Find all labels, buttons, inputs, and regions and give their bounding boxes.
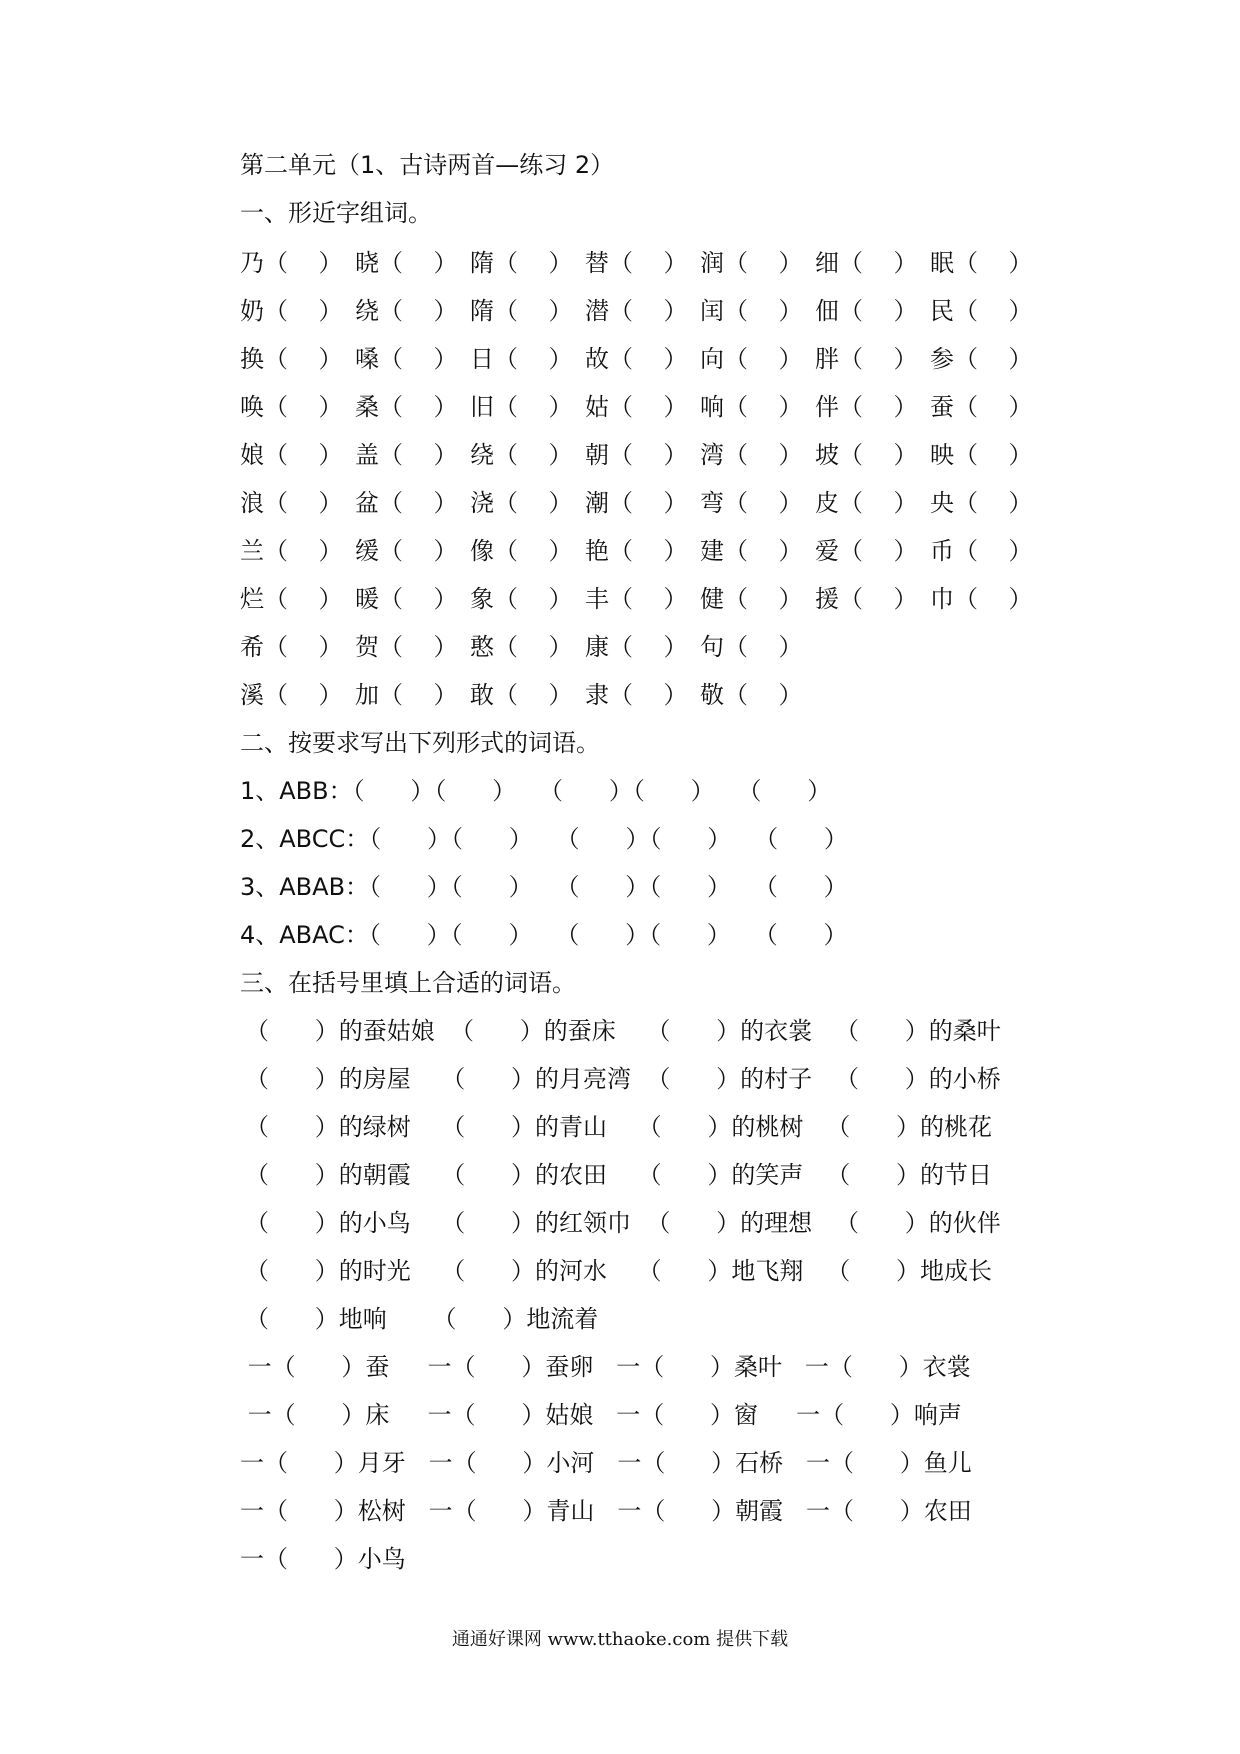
- answer-blank[interactable]: （ ）: [494, 393, 573, 421]
- answer-blank[interactable]: （ ）: [264, 249, 343, 277]
- answer-blank[interactable]: （ ）: [954, 297, 1033, 325]
- answer-blank[interactable]: （ ）: [609, 585, 688, 613]
- word-group-item: 隋: [470, 297, 494, 325]
- word-group-item: 浪: [240, 489, 264, 517]
- answer-blank[interactable]: （ ）: [839, 345, 918, 373]
- section-3-line: （ ）的朝霞 （ ）的农田 （ ）的笑声 （ ）的节日: [245, 1161, 993, 1189]
- word-group-item: 贺: [355, 633, 379, 661]
- answer-blank[interactable]: （ ）: [724, 297, 803, 325]
- word-group-item: 替: [585, 249, 609, 277]
- word-group-item: 溪: [240, 681, 264, 709]
- answer-blank[interactable]: （ ）: [379, 249, 458, 277]
- answer-blank[interactable]: （ ）: [379, 633, 458, 661]
- answer-blank[interactable]: （ ）: [839, 537, 918, 565]
- word-group-item: 康: [585, 633, 609, 661]
- answer-blank[interactable]: （ ）: [494, 633, 573, 661]
- word-group-row: [240, 632, 1040, 662]
- answer-blank[interactable]: （ ）: [724, 249, 803, 277]
- answer-blank[interactable]: （ ）: [839, 249, 918, 277]
- word-group-item: 隶: [585, 681, 609, 709]
- word-group-item: 爱: [815, 537, 839, 565]
- word-group-item: 暖: [355, 585, 379, 613]
- word-group-item: 援: [815, 585, 839, 613]
- word-group-item: 憨: [470, 633, 494, 661]
- answer-blank[interactable]: （ ）: [954, 537, 1033, 565]
- answer-blank[interactable]: （ ）: [839, 297, 918, 325]
- section-3-line: （ ）的小鸟 （ ）的红领巾 （ ）的理想 （ ）的伙伴: [245, 1209, 1001, 1237]
- answer-blank[interactable]: （ ）: [494, 681, 573, 709]
- answer-blank[interactable]: （ ）: [839, 489, 918, 517]
- word-group-item: 晓: [355, 249, 379, 277]
- answer-blank[interactable]: （ ）: [839, 441, 918, 469]
- word-group-item: 湾: [700, 441, 724, 469]
- measure-word-line: 一（ ）小鸟: [240, 1545, 406, 1573]
- word-group-row: [240, 344, 1040, 374]
- answer-blank[interactable]: （ ）: [609, 489, 688, 517]
- word-group-item: 日: [470, 345, 494, 373]
- answer-blank[interactable]: （ ）: [954, 345, 1033, 373]
- abb-row: 1、ABB：（ ）（ ） （ ）（ ） （ ）: [240, 777, 832, 805]
- word-group-item: 央: [930, 489, 954, 517]
- word-group-item: 润: [700, 249, 724, 277]
- answer-blank[interactable]: （ ）: [264, 537, 343, 565]
- measure-word-line: 一（ ）松树 一（ ）青山 一（ ）朝霞 一（ ）农田: [240, 1497, 972, 1525]
- answer-blank[interactable]: （ ）: [954, 489, 1033, 517]
- answer-blank[interactable]: （ ）: [609, 441, 688, 469]
- word-group-row: [240, 488, 1040, 518]
- word-group-item: 象: [470, 585, 494, 613]
- word-group-item: 旧: [470, 393, 494, 421]
- word-group-item: 巾: [930, 585, 954, 613]
- answer-blank[interactable]: （ ）: [724, 681, 803, 709]
- word-group-item: 映: [930, 441, 954, 469]
- answer-blank[interactable]: （ ）: [609, 345, 688, 373]
- word-group-item: 坡: [815, 441, 839, 469]
- word-group-item: 故: [585, 345, 609, 373]
- word-group-item: 币: [930, 537, 954, 565]
- word-group-item: 建: [700, 537, 724, 565]
- word-group-item: 艳: [585, 537, 609, 565]
- word-group-row: [240, 536, 1040, 566]
- word-group-item: 希: [240, 633, 264, 661]
- word-group-item: 响: [700, 393, 724, 421]
- answer-blank[interactable]: （ ）: [494, 441, 573, 469]
- answer-blank[interactable]: （ ）: [264, 585, 343, 613]
- word-group-row: [240, 680, 1040, 710]
- abac-row: 4、ABAC：（ ）（ ） （ ）（ ） （ ）: [240, 921, 848, 949]
- answer-blank[interactable]: （ ）: [724, 345, 803, 373]
- word-group-row: [240, 392, 1040, 422]
- measure-word-line: 一（ ）床 一（ ）姑娘 一（ ）窗 一（ ）响声: [240, 1401, 962, 1429]
- answer-blank[interactable]: （ ）: [494, 537, 573, 565]
- answer-blank[interactable]: （ ）: [264, 393, 343, 421]
- word-group-item: 健: [700, 585, 724, 613]
- word-group-item: 兰: [240, 537, 264, 565]
- answer-blank[interactable]: （ ）: [609, 633, 688, 661]
- answer-blank[interactable]: （ ）: [494, 297, 573, 325]
- section-3-line: （ ）的时光 （ ）的河水 （ ）地飞翔 （ ）地成长: [245, 1257, 993, 1285]
- footer-credit: 通通好课网 www.tthaoke.com 提供下载: [451, 1629, 789, 1650]
- answer-blank[interactable]: （ ）: [379, 441, 458, 469]
- word-group-item: 奶: [240, 297, 264, 325]
- section-3-heading: 三、在括号里填上合适的词语。: [240, 969, 576, 997]
- word-group-item: 潮: [585, 489, 609, 517]
- word-group-item: 隋: [470, 249, 494, 277]
- answer-blank[interactable]: （ ）: [724, 585, 803, 613]
- answer-blank[interactable]: （ ）: [839, 393, 918, 421]
- section-3-line: （ ）地响 （ ）地流着: [245, 1305, 599, 1333]
- answer-blank[interactable]: （ ）: [724, 537, 803, 565]
- word-group-item: 句: [700, 633, 724, 661]
- answer-blank[interactable]: （ ）: [264, 345, 343, 373]
- word-group-item: 绕: [355, 297, 379, 325]
- answer-blank[interactable]: （ ）: [494, 585, 573, 613]
- answer-blank[interactable]: （ ）: [954, 393, 1033, 421]
- word-group-item: 蚕: [930, 393, 954, 421]
- answer-blank[interactable]: （ ）: [264, 489, 343, 517]
- word-group-item: 娘: [240, 441, 264, 469]
- answer-blank[interactable]: （ ）: [494, 345, 573, 373]
- word-group-item: 向: [700, 345, 724, 373]
- page-title: 第二单元（1、古诗两首—练习 2）: [240, 151, 615, 179]
- word-group-item: 眠: [930, 249, 954, 277]
- word-group-item: 浇: [470, 489, 494, 517]
- word-group-item: 绕: [470, 441, 494, 469]
- answer-blank[interactable]: （ ）: [494, 489, 573, 517]
- measure-word-line: 一（ ）月牙 一（ ）小河 一（ ）石桥 一（ ）鱼儿: [240, 1449, 972, 1477]
- word-group-item: 像: [470, 537, 494, 565]
- answer-blank[interactable]: （ ）: [379, 681, 458, 709]
- measure-word-line: 一（ ）蚕 一（ ）蚕卵 一（ ）桑叶 一（ ）衣裳: [240, 1353, 971, 1381]
- answer-blank[interactable]: （ ）: [724, 633, 803, 661]
- answer-blank[interactable]: （ ）: [724, 441, 803, 469]
- word-group-item: 唤: [240, 393, 264, 421]
- answer-blank[interactable]: （ ）: [264, 681, 343, 709]
- answer-blank[interactable]: （ ）: [609, 537, 688, 565]
- answer-blank[interactable]: （ ）: [379, 297, 458, 325]
- word-group-item: 参: [930, 345, 954, 373]
- answer-blank[interactable]: （ ）: [379, 345, 458, 373]
- section-2-heading: 二、按要求写出下列形式的词语。: [240, 729, 600, 757]
- answer-blank[interactable]: （ ）: [379, 489, 458, 517]
- answer-blank[interactable]: （ ）: [609, 393, 688, 421]
- word-group-item: 盖: [355, 441, 379, 469]
- word-group-item: 烂: [240, 585, 264, 613]
- word-group-row: [240, 584, 1040, 614]
- answer-blank[interactable]: （ ）: [724, 393, 803, 421]
- answer-blank[interactable]: （ ）: [609, 681, 688, 709]
- word-group-item: 敬: [700, 681, 724, 709]
- word-group-item: 嗓: [355, 345, 379, 373]
- abab-row: 3、ABAB：（ ）（ ） （ ）（ ） （ ）: [240, 873, 848, 901]
- word-group-item: 加: [355, 681, 379, 709]
- answer-blank[interactable]: （ ）: [609, 249, 688, 277]
- word-group-item: 闰: [700, 297, 724, 325]
- word-group-item: 伴: [815, 393, 839, 421]
- word-group-item: 民: [930, 297, 954, 325]
- word-group-item: 胖: [815, 345, 839, 373]
- answer-blank[interactable]: （ ）: [724, 489, 803, 517]
- answer-blank[interactable]: （ ）: [379, 537, 458, 565]
- answer-blank[interactable]: （ ）: [379, 393, 458, 421]
- word-group-item: 潜: [585, 297, 609, 325]
- answer-blank[interactable]: （ ）: [954, 585, 1033, 613]
- abcc-row: 2、ABCC：（ ）（ ） （ ）（ ） （ ）: [240, 825, 848, 853]
- section-3-line: （ ）的蚕姑娘 （ ）的蚕床 （ ）的衣裳 （ ）的桑叶: [245, 1017, 1001, 1045]
- word-group-item: 乃: [240, 249, 264, 277]
- word-group-item: 佃: [815, 297, 839, 325]
- answer-blank[interactable]: （ ）: [264, 441, 343, 469]
- word-group-item: 盆: [355, 489, 379, 517]
- answer-blank[interactable]: （ ）: [609, 297, 688, 325]
- word-group-row: [240, 248, 1040, 278]
- word-group-item: 桑: [355, 393, 379, 421]
- word-group-item: 换: [240, 345, 264, 373]
- answer-blank[interactable]: （ ）: [379, 585, 458, 613]
- word-group-item: 细: [815, 249, 839, 277]
- section-1-heading: 一、形近字组词。: [240, 199, 432, 227]
- word-group-item: 弯: [700, 489, 724, 517]
- section-3-line: （ ）的绿树 （ ）的青山 （ ）的桃树 （ ）的桃花: [245, 1113, 993, 1141]
- section-3-line: （ ）的房屋 （ ）的月亮湾 （ ）的村子 （ ）的小桥: [245, 1065, 1001, 1093]
- word-group-item: 皮: [815, 489, 839, 517]
- word-group-item: 丰: [585, 585, 609, 613]
- word-group-item: 朝: [585, 441, 609, 469]
- answer-blank[interactable]: （ ）: [839, 585, 918, 613]
- answer-blank[interactable]: （ ）: [264, 297, 343, 325]
- answer-blank[interactable]: （ ）: [264, 633, 343, 661]
- word-group-item: 敢: [470, 681, 494, 709]
- word-group-item: 姑: [585, 393, 609, 421]
- word-group-row: [240, 440, 1040, 470]
- answer-blank[interactable]: （ ）: [954, 249, 1033, 277]
- answer-blank[interactable]: （ ）: [494, 249, 573, 277]
- word-group-row: [240, 296, 1040, 326]
- word-group-item: 缓: [355, 537, 379, 565]
- answer-blank[interactable]: （ ）: [954, 441, 1033, 469]
